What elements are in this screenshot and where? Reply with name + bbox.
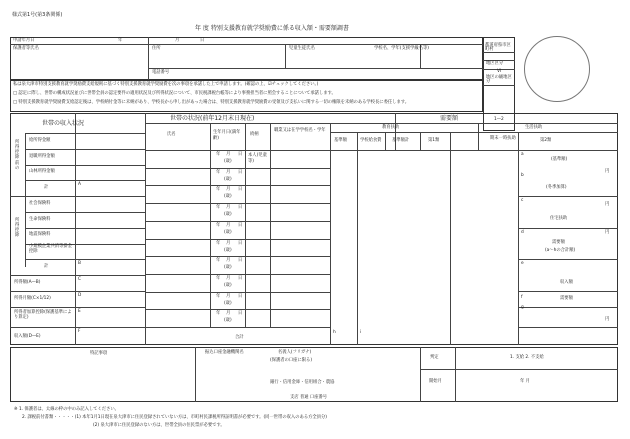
member-row-month: 月 (226, 205, 231, 211)
life-col-1: 第2類 (540, 138, 552, 143)
guardian-name-label: 保護者等氏名 (13, 46, 39, 51)
member-row-year: 年 (216, 187, 221, 193)
bank-types: 銀行・信用金庫・信用組合・農協 (270, 380, 335, 385)
members-job-col: 職業又は在学学校名・学年 (274, 128, 326, 133)
needs-yen-3: 円 (605, 230, 610, 235)
income-row-1: 退職所得金額 (29, 154, 55, 159)
members-rel-col: 続柄 (250, 132, 259, 137)
needs-letter-e: e (521, 261, 524, 266)
member-row-age: (歳) (224, 247, 232, 253)
member-row-age: (歳) (224, 176, 232, 182)
income-row-5: 生命保険料 (29, 217, 51, 222)
date-day: 日 (200, 38, 205, 43)
edu-col-1: 学校給食費 (360, 138, 382, 143)
needs-letter-g: g (521, 305, 524, 310)
member-row-age: (歳) (224, 194, 232, 200)
needs-section-title: 需要額 (440, 115, 459, 122)
edu-col-2: 基準額計 (392, 138, 410, 143)
life-col-0: 期末一時扶助 (490, 136, 516, 141)
total-income-code: C (78, 277, 82, 282)
member-row-age: (歳) (224, 229, 232, 235)
member-row-year: 年 (216, 205, 221, 211)
member-row-day: 日 (238, 152, 243, 157)
receipt-code: F (78, 329, 81, 334)
edu-title: 教育扶助 (382, 125, 400, 130)
member-row-month: 月 (226, 169, 231, 175)
needs-letter-d: d (521, 230, 524, 235)
needs-receipt-label: 収入額 (560, 280, 573, 285)
member-row-day: 日 (238, 222, 243, 228)
income-group-1: 所得控除前の (15, 140, 20, 171)
member-row-age: (歳) (224, 300, 232, 306)
needs-housing-label: 住宅扶助 (550, 216, 568, 221)
member-row-year: 年 (216, 222, 221, 228)
address-label: 住所 (152, 46, 161, 51)
consent-item-2[interactable]: □ 特別支援教育就学奨励費支給認定後は、学校納付金等に未納があり、学校長から申し出があった場合は、特別支援教育就学奨励費の受領及び支払いに関する一切の権限を未納のある学校長に委任します。 (13, 100, 410, 105)
member-row-day: 日 (238, 293, 243, 299)
needs-demand-label: 需要額 (552, 240, 565, 245)
stamp-circle (524, 36, 590, 102)
date-year: 年 (118, 38, 123, 43)
member-row-day: 日 (238, 169, 243, 175)
member-row-year: 年 (216, 240, 221, 246)
member-row-month: 月 (226, 311, 231, 317)
member-row-day: 日 (238, 275, 243, 281)
member-row-month: 月 (226, 222, 231, 228)
member-row-day: 日 (238, 240, 243, 246)
member-row-age: (歳) (224, 318, 232, 324)
city-label: 都道府県市区町村 (485, 43, 511, 53)
form-number: 様式第1号(第3条関係) (12, 12, 63, 18)
application-date-label: 申請年月日 (13, 38, 35, 43)
needs-demand2-label: 需要額 (560, 296, 573, 301)
needs-letter-f: f (521, 295, 523, 300)
member-row-year: 年 (216, 275, 221, 281)
income-group-2: 所得控除 (15, 218, 20, 239)
adjust-label: 所得者加算控除(保護基準により算定) (14, 310, 72, 321)
footnote-1: ※ 1. 保護者は、太線の枠の中のみ記入してください。 (14, 407, 119, 412)
member-row-month: 月 (226, 240, 231, 246)
start-value: 年 月 (520, 379, 530, 384)
needs-yen-1: 円 (605, 169, 610, 174)
decision-label: 判定 (430, 355, 439, 360)
city-code-label: 地区の級地区分 (486, 75, 512, 85)
consent-item-1[interactable]: □ 認定に際し、世帯の構成状況並びに世帯全員の認定要件の適用状況及び所得状況について、市民税課税台帳等により事務担当者に照会することについて承諾します。 (13, 91, 336, 96)
footnote-2: 2. 課税前付書類・・・・・(1) 本年1月1日現在泉大津市に住民登録されていない方は、市町村民課税所得証明書が必要です。(同一世帯の収入のある方全員分) (22, 415, 327, 420)
income-row-3: 計 (44, 185, 49, 190)
needs-letter-c: c (521, 198, 524, 203)
branch-types: 支店 普通 口座番号 (290, 395, 328, 400)
needs-base-label: (基準額) (551, 157, 568, 162)
income-row-4: 社会保険料 (29, 201, 51, 206)
monthly-label: 所得月額(C×1/12) (14, 296, 51, 301)
receipt-label: 収入額(D—E) (14, 334, 41, 339)
member-row-age: (歳) (224, 265, 232, 271)
needs-yen-4: 円 (605, 317, 610, 322)
income-row-2: 山林所得金額 (29, 169, 55, 174)
needs-yen-2: 円 (605, 202, 610, 207)
members-birth-col: 生年月日(満年齢) (213, 130, 241, 141)
life-title: 生活扶助 (525, 125, 543, 130)
income-row-0: 給所得金額 (29, 138, 51, 143)
adjust-code: E (78, 309, 81, 314)
members-name-col: 氏名 (167, 132, 176, 137)
member-row-year: 年 (216, 152, 221, 157)
member-row-year: 年 (216, 169, 221, 175)
member-row-age: (歳) (224, 282, 232, 288)
page-title: 年 度 特別支援教育就学奨励費に係る収入額・需要額調書 (195, 25, 349, 32)
needs-winter-label: (冬季加算) (546, 185, 567, 190)
income-row-7: 小規模企業共済等掛金控除 (29, 244, 72, 254)
member-row-day: 日 (238, 187, 243, 193)
page-code: 1—2 (494, 117, 504, 122)
member-row-age: (歳) (224, 159, 232, 164)
holder-label: 名義人(フリガナ) (278, 350, 312, 355)
income-section-title: 世帯の収入状況 (42, 120, 85, 127)
holder-sub: (保護者の口座に限る) (270, 358, 313, 363)
member-row-month: 月 (226, 258, 231, 264)
needs-letter-b: b (521, 173, 524, 178)
district-label: 地区区分 (486, 61, 504, 66)
grade-roman: Ⅵ (497, 69, 501, 74)
members-section-title: 世帯の状況(前年12月末日現在) (170, 115, 255, 122)
footnote-3: (2) 泉大津市に住民登録のない方は、世帯全員の住民票が必要です。 (93, 423, 225, 428)
date-month: 月 (175, 38, 180, 43)
member-row-age: (歳) (224, 212, 232, 218)
start-label: 開始月 (429, 379, 442, 384)
member-row-month: 月 (226, 187, 231, 193)
member-row-day: 日 (238, 205, 243, 211)
member-row-day: 日 (238, 311, 243, 317)
decision-options[interactable]: 1. 支給 2. 不支給 (510, 355, 544, 360)
monthly-code: D (78, 293, 82, 298)
members-self-label: 本人(児童等) (248, 153, 267, 164)
consent-intro: 私は泉大津市特別支援教育就学奨励費支給規則に基づく特別支援教育就学奨励費を次の事項を承諾した上で申請します。(確認の上、☑チェックしてください。) (13, 82, 319, 87)
income-code-a: A (78, 182, 81, 187)
phone-label: 電話番号 (152, 70, 170, 75)
member-row-month: 月 (226, 293, 231, 299)
edu-col-3: 第1類 (428, 138, 440, 143)
needs-demand-sub: (a〜hの合計額) (545, 248, 576, 253)
member-row-year: 年 (216, 311, 221, 317)
needs-letter-a: a (521, 152, 524, 157)
edu-col-0: 基準額 (334, 138, 347, 143)
student-name-label: 児童生徒氏名 (289, 46, 315, 51)
member-row-year: 年 (216, 258, 221, 264)
income-code-b: B (78, 261, 81, 266)
income-row-6: 地震保険料 (29, 232, 51, 237)
needs-letter-h: h (333, 330, 336, 335)
school-label: 学校名、学年(支援学級名等) (374, 46, 429, 51)
member-row-month: 月 (226, 275, 231, 281)
needs-letter-i: i (360, 330, 362, 335)
bank-label: 振込口座金融機関名 (205, 350, 244, 355)
total-label: 合計 (235, 335, 244, 340)
member-row-day: 日 (238, 258, 243, 264)
income-row-8: 計 (44, 264, 49, 269)
member-row-month: 月 (226, 152, 231, 157)
notes-label: 特記事項 (90, 351, 108, 356)
member-row-year: 年 (216, 293, 221, 299)
total-income-label: 所得額(A—B) (14, 280, 41, 285)
